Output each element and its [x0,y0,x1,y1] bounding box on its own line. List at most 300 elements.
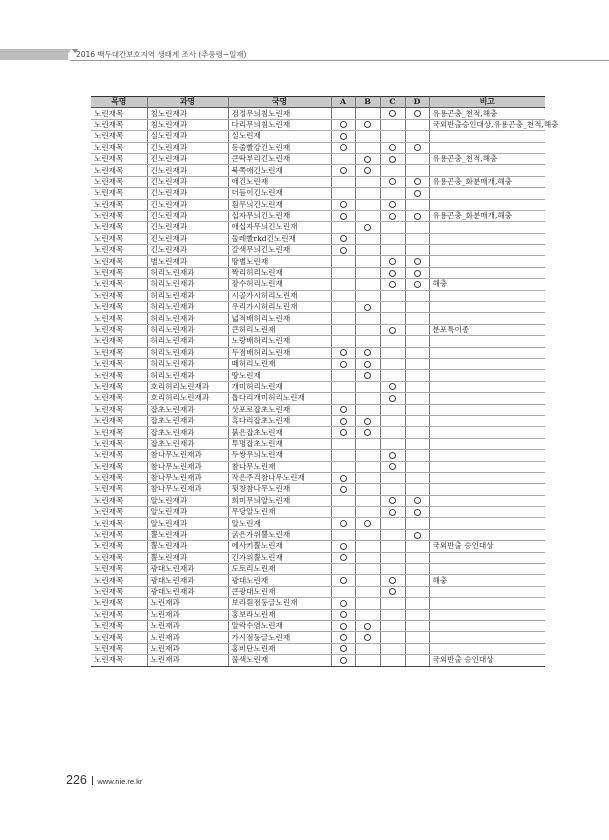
site-c-cell [380,381,405,392]
site-d-cell [405,302,429,313]
order-cell: 노린재목 [91,415,147,426]
presence-circle-icon [389,144,396,151]
site-c-cell [380,119,405,130]
table-row [91,290,545,301]
table-row [91,404,545,415]
site-b-cell [355,655,380,666]
site-b-cell [355,472,380,483]
order-cell: 노린재목 [91,450,147,461]
species-name-cell: 등줄빨강긴노린재 [228,142,331,153]
presence-circle-icon [414,144,421,151]
family-cell: 허리노린재과 [147,302,228,313]
family-cell: 허리노린재과 [147,358,228,369]
presence-circle-icon [340,634,347,641]
remarks-cell [429,438,545,449]
order-cell: 노린재목 [91,643,147,654]
table-row [91,279,545,290]
site-a-cell [331,324,355,335]
remarks-cell [429,552,545,563]
column-header: 국명 [228,97,331,108]
presence-circle-icon [414,281,421,288]
remarks-cell: 국외반출승인대상,유용곤충_천적,해충 [429,119,545,130]
site-b-cell [355,495,380,506]
order-cell: 노린재목 [91,142,147,153]
remarks-cell [429,609,545,620]
site-a-cell [331,564,355,575]
site-d-cell [405,541,429,552]
site-a-cell [331,632,355,643]
site-a-cell [331,552,355,563]
presence-circle-icon [340,235,347,242]
site-b-cell [355,324,380,335]
presence-circle-icon [340,133,347,140]
species-name-cell: 노랑배허리노린재 [228,336,331,347]
order-cell: 노린재목 [91,575,147,586]
table-row [91,609,545,620]
species-name-cell: 십자무늬긴노린재 [228,210,331,221]
table-body [91,108,559,666]
order-cell: 노린재목 [91,131,147,142]
site-d-cell [405,507,429,518]
presence-circle-icon [340,623,347,630]
presence-circle-icon [340,611,347,618]
site-d-cell [405,131,429,142]
remarks-cell [429,165,545,176]
species-name-cell: 더듬이긴노린재 [228,188,331,199]
site-c-cell [380,233,405,244]
site-a-cell [331,575,355,586]
table-row [91,267,545,278]
site-b-cell [355,541,380,552]
site-a-cell [331,153,355,164]
family-cell: 허리노린재과 [147,336,228,347]
remarks-cell [429,381,545,392]
site-d-cell [405,598,429,609]
table-header-row [91,97,545,108]
site-c-cell [380,210,405,221]
site-b-cell [355,643,380,654]
site-d-cell [405,210,429,221]
site-c-cell [380,245,405,256]
presence-circle-icon [389,156,396,163]
family-cell: 뿔노린재과 [147,541,228,552]
table-row [91,484,545,495]
site-c-cell [380,655,405,666]
order-cell: 노린재목 [91,176,147,187]
remarks-cell: 유용곤충_화분매개,해충 [429,176,545,187]
site-d-cell [405,609,429,620]
site-a-cell [331,529,355,540]
presence-circle-icon [389,110,396,117]
presence-circle-icon [340,657,347,664]
presence-circle-icon [414,213,421,220]
column-header: C [380,97,405,108]
site-a-cell [331,302,355,313]
remarks-cell [429,564,545,575]
presence-circle-icon [389,383,396,390]
site-a-cell [331,393,355,404]
running-header-title: 2016 백두대간보호지역 생태계 조사 (추풍령~일재) [76,50,247,59]
remarks-cell [429,461,545,472]
site-a-cell [331,495,355,506]
site-c-cell [380,347,405,358]
species-name-cell: 톱다리개미허리노린재 [228,393,331,404]
table-row [91,427,545,438]
table-row [91,472,545,483]
species-name-cell: 검정무늬침노린재 [228,108,331,119]
site-b-cell [355,142,380,153]
site-c-cell [380,165,405,176]
site-b-cell [355,119,380,130]
family-cell: 알노린재과 [147,495,228,506]
table-row [91,108,545,119]
site-c-cell [380,643,405,654]
presence-circle-icon [340,554,347,561]
header-gray-band [0,49,68,60]
table-row [91,302,545,313]
remarks-cell: 유용곤충_천적,해충 [429,108,545,119]
presence-circle-icon [414,110,421,117]
family-cell: 참나무노린재과 [147,472,228,483]
presence-circle-icon [340,167,347,174]
presence-circle-icon [389,497,396,504]
species-name-cell: 희미무늬알노린재 [228,495,331,506]
order-cell: 노린재목 [91,279,147,290]
site-a-cell [331,165,355,176]
presence-circle-icon [364,520,371,527]
header-notch [62,49,72,60]
presence-circle-icon [340,475,347,482]
site-d-cell [405,643,429,654]
family-cell: 광대노린재과 [147,564,228,575]
species-name-cell: 가시점둥글노린재 [228,632,331,643]
site-a-cell [331,233,355,244]
site-b-cell [355,290,380,301]
remarks-cell [429,222,545,233]
table-row [91,461,545,472]
family-cell: 허리노린재과 [147,279,228,290]
presence-circle-icon [389,281,396,288]
family-cell: 잡초노린재과 [147,404,228,415]
site-a-cell [331,188,355,199]
site-b-cell [355,108,380,119]
site-c-cell [380,188,405,199]
order-cell: 노린재목 [91,598,147,609]
presence-circle-icon [414,497,421,504]
remarks-cell [429,529,545,540]
remarks-cell [429,267,545,278]
site-a-cell [331,438,355,449]
site-d-cell [405,279,429,290]
table-row [91,131,545,142]
species-name-cell: 붉은잡초노린재 [228,427,331,438]
site-c-cell [380,358,405,369]
remarks-cell [429,245,545,256]
table-row [91,119,545,130]
presence-circle-icon [340,406,347,413]
remarks-cell: 해충 [429,575,545,586]
species-name-cell: 무당알노린재 [228,507,331,518]
table-row [91,233,545,244]
table-row [91,188,545,199]
site-b-cell [355,518,380,529]
site-d-cell [405,552,429,563]
species-name-cell: 장수허리노린재 [228,279,331,290]
species-name-cell: 긴가위뿔노린재 [228,552,331,563]
site-a-cell [331,131,355,142]
site-b-cell [355,598,380,609]
order-cell: 노린재목 [91,495,147,506]
remarks-cell [429,370,545,381]
site-c-cell [380,290,405,301]
species-name-cell: 땅별노린재 [228,256,331,267]
site-a-cell [331,381,355,392]
family-cell: 허리노린재과 [147,290,228,301]
family-cell: 긴노린재과 [147,199,228,210]
order-cell: 노린재목 [91,188,147,199]
site-a-cell [331,484,355,495]
site-c-cell [380,495,405,506]
site-d-cell [405,370,429,381]
site-c-cell [380,461,405,472]
site-c-cell [380,529,405,540]
family-cell: 노린재과 [147,632,228,643]
site-d-cell [405,564,429,575]
order-cell: 노린재목 [91,245,147,256]
species-name-cell: 실노린재 [228,131,331,142]
family-cell: 뿔노린재과 [147,529,228,540]
site-d-cell [405,153,429,164]
table-row [91,336,545,347]
footer-url: www.nie.re.kr [97,777,143,786]
site-b-cell [355,210,380,221]
site-b-cell [355,450,380,461]
species-name-cell: 큰광대노린재 [228,586,331,597]
site-b-cell [355,256,380,267]
site-d-cell [405,620,429,631]
species-name-cell: 굵은가위뿔노린재 [228,529,331,540]
site-a-cell [331,507,355,518]
order-cell: 노린재목 [91,199,147,210]
remarks-cell [429,472,545,483]
site-a-cell [331,643,355,654]
site-b-cell [355,415,380,426]
species-name-cell: 에사키뿔노린재 [228,541,331,552]
site-b-cell [355,564,380,575]
remarks-cell [429,313,545,324]
table-row [91,324,545,335]
order-cell: 노린재목 [91,609,147,620]
species-name-cell: 광대노린재 [228,575,331,586]
site-b-cell [355,575,380,586]
family-cell: 호리허리노린재과 [147,381,228,392]
family-cell: 허리노린재과 [147,324,228,335]
site-a-cell [331,370,355,381]
family-cell: 참나무노린재과 [147,461,228,472]
site-d-cell [405,586,429,597]
species-name-cell: 홍비단노린재 [228,643,331,654]
order-cell: 노린재목 [91,290,147,301]
remarks-cell [429,404,545,415]
presence-circle-icon [364,429,371,436]
site-b-cell [355,188,380,199]
site-a-cell [331,415,355,426]
remarks-cell [429,586,545,597]
presence-circle-icon [414,258,421,265]
order-cell: 노린재목 [91,370,147,381]
presence-circle-icon [389,577,396,584]
remarks-cell [429,415,545,426]
order-cell: 노린재목 [91,119,147,130]
family-cell: 광대노린재과 [147,586,228,597]
site-d-cell [405,461,429,472]
site-d-cell [405,472,429,483]
site-a-cell [331,541,355,552]
site-d-cell [405,313,429,324]
site-b-cell [355,165,380,176]
site-d-cell [405,450,429,461]
site-a-cell [331,586,355,597]
site-a-cell [331,279,355,290]
site-d-cell [405,404,429,415]
order-cell: 노린재목 [91,108,147,119]
table-row [91,643,545,654]
remarks-cell [429,427,545,438]
site-d-cell [405,358,429,369]
species-name-cell: 짝리허리노린재 [228,267,331,278]
presence-circle-icon [414,509,421,516]
site-c-cell [380,336,405,347]
family-cell: 알노린재과 [147,518,228,529]
site-d-cell [405,529,429,540]
species-name-cell: 애긴노린재 [228,176,331,187]
species-name-cell: 두쌍무늬노린재 [228,450,331,461]
site-a-cell [331,267,355,278]
table-row [91,518,545,529]
site-a-cell [331,108,355,119]
presence-circle-icon [414,270,421,277]
species-name-cell: 흑다리잡초노린재 [228,415,331,426]
site-b-cell [355,370,380,381]
family-cell: 뿔노린재과 [147,552,228,563]
order-cell: 노린재목 [91,427,147,438]
species-name-cell: 둘레빨rkd긴노린재 [228,233,331,244]
presence-circle-icon [364,304,371,311]
table-row [91,415,545,426]
family-cell: 긴노린재과 [147,233,228,244]
table-row [91,586,545,597]
site-c-cell [380,256,405,267]
site-d-cell [405,415,429,426]
site-d-cell [405,347,429,358]
table-row [91,176,545,187]
site-c-cell [380,620,405,631]
site-c-cell [380,575,405,586]
presence-circle-icon [414,190,421,197]
family-cell: 광대노린재과 [147,575,228,586]
site-a-cell [331,472,355,483]
site-c-cell [380,222,405,233]
family-cell: 알노린재과 [147,507,228,518]
presence-circle-icon [340,543,347,550]
order-cell: 노린재목 [91,393,147,404]
site-d-cell [405,119,429,130]
site-b-cell [355,507,380,518]
column-header: 과명 [147,97,228,108]
presence-circle-icon [340,144,347,151]
remarks-cell [429,495,545,506]
species-name-cell: 흰무늬긴노린재 [228,199,331,210]
table-row [91,256,545,267]
table-row [91,507,545,518]
column-header: A [331,97,355,108]
site-a-cell [331,461,355,472]
site-a-cell [331,313,355,324]
species-name-cell: 알노린재 [228,518,331,529]
remarks-cell: 국외반출 승인대상 [429,655,545,666]
site-b-cell [355,552,380,563]
table-row [91,347,545,358]
species-name-cell: 보라흰점둥글노린재 [228,598,331,609]
presence-circle-icon [414,178,421,185]
table-row [91,620,545,631]
remarks-cell [429,233,545,244]
site-c-cell [380,518,405,529]
presence-circle-icon [364,224,371,231]
family-cell: 잡초노린재과 [147,438,228,449]
table-row [91,381,545,392]
site-d-cell [405,267,429,278]
site-a-cell [331,199,355,210]
family-cell: 침노린재과 [147,119,228,130]
site-c-cell [380,313,405,324]
species-name-cell: 다리무늬침노린재 [228,119,331,130]
presence-circle-icon [340,520,347,527]
table-row [91,552,545,563]
order-cell: 노린재목 [91,518,147,529]
presence-circle-icon [389,588,396,595]
site-b-cell [355,302,380,313]
site-c-cell [380,632,405,643]
site-b-cell [355,632,380,643]
site-b-cell [355,461,380,472]
species-name-cell: 북쪽애긴노린재 [228,165,331,176]
order-cell: 노린재목 [91,552,147,563]
family-cell: 허리노린재과 [147,267,228,278]
site-b-cell [355,484,380,495]
order-cell: 노린재목 [91,313,147,324]
site-c-cell [380,404,405,415]
site-b-cell [355,336,380,347]
species-name-cell: 시골가시허리노린재 [228,290,331,301]
family-cell: 노린재과 [147,643,228,654]
site-a-cell [331,176,355,187]
presence-circle-icon [389,258,396,265]
table-row [91,598,545,609]
table-row [91,199,545,210]
presence-circle-icon [389,463,396,470]
species-name-cell: 투명잡초노린재 [228,438,331,449]
column-header: 비고 [429,97,545,108]
remarks-cell [429,507,545,518]
presence-circle-icon [340,201,347,208]
site-a-cell [331,336,355,347]
remarks-cell [429,358,545,369]
table-row [91,655,545,666]
site-c-cell [380,564,405,575]
column-header: B [355,97,380,108]
site-b-cell [355,267,380,278]
